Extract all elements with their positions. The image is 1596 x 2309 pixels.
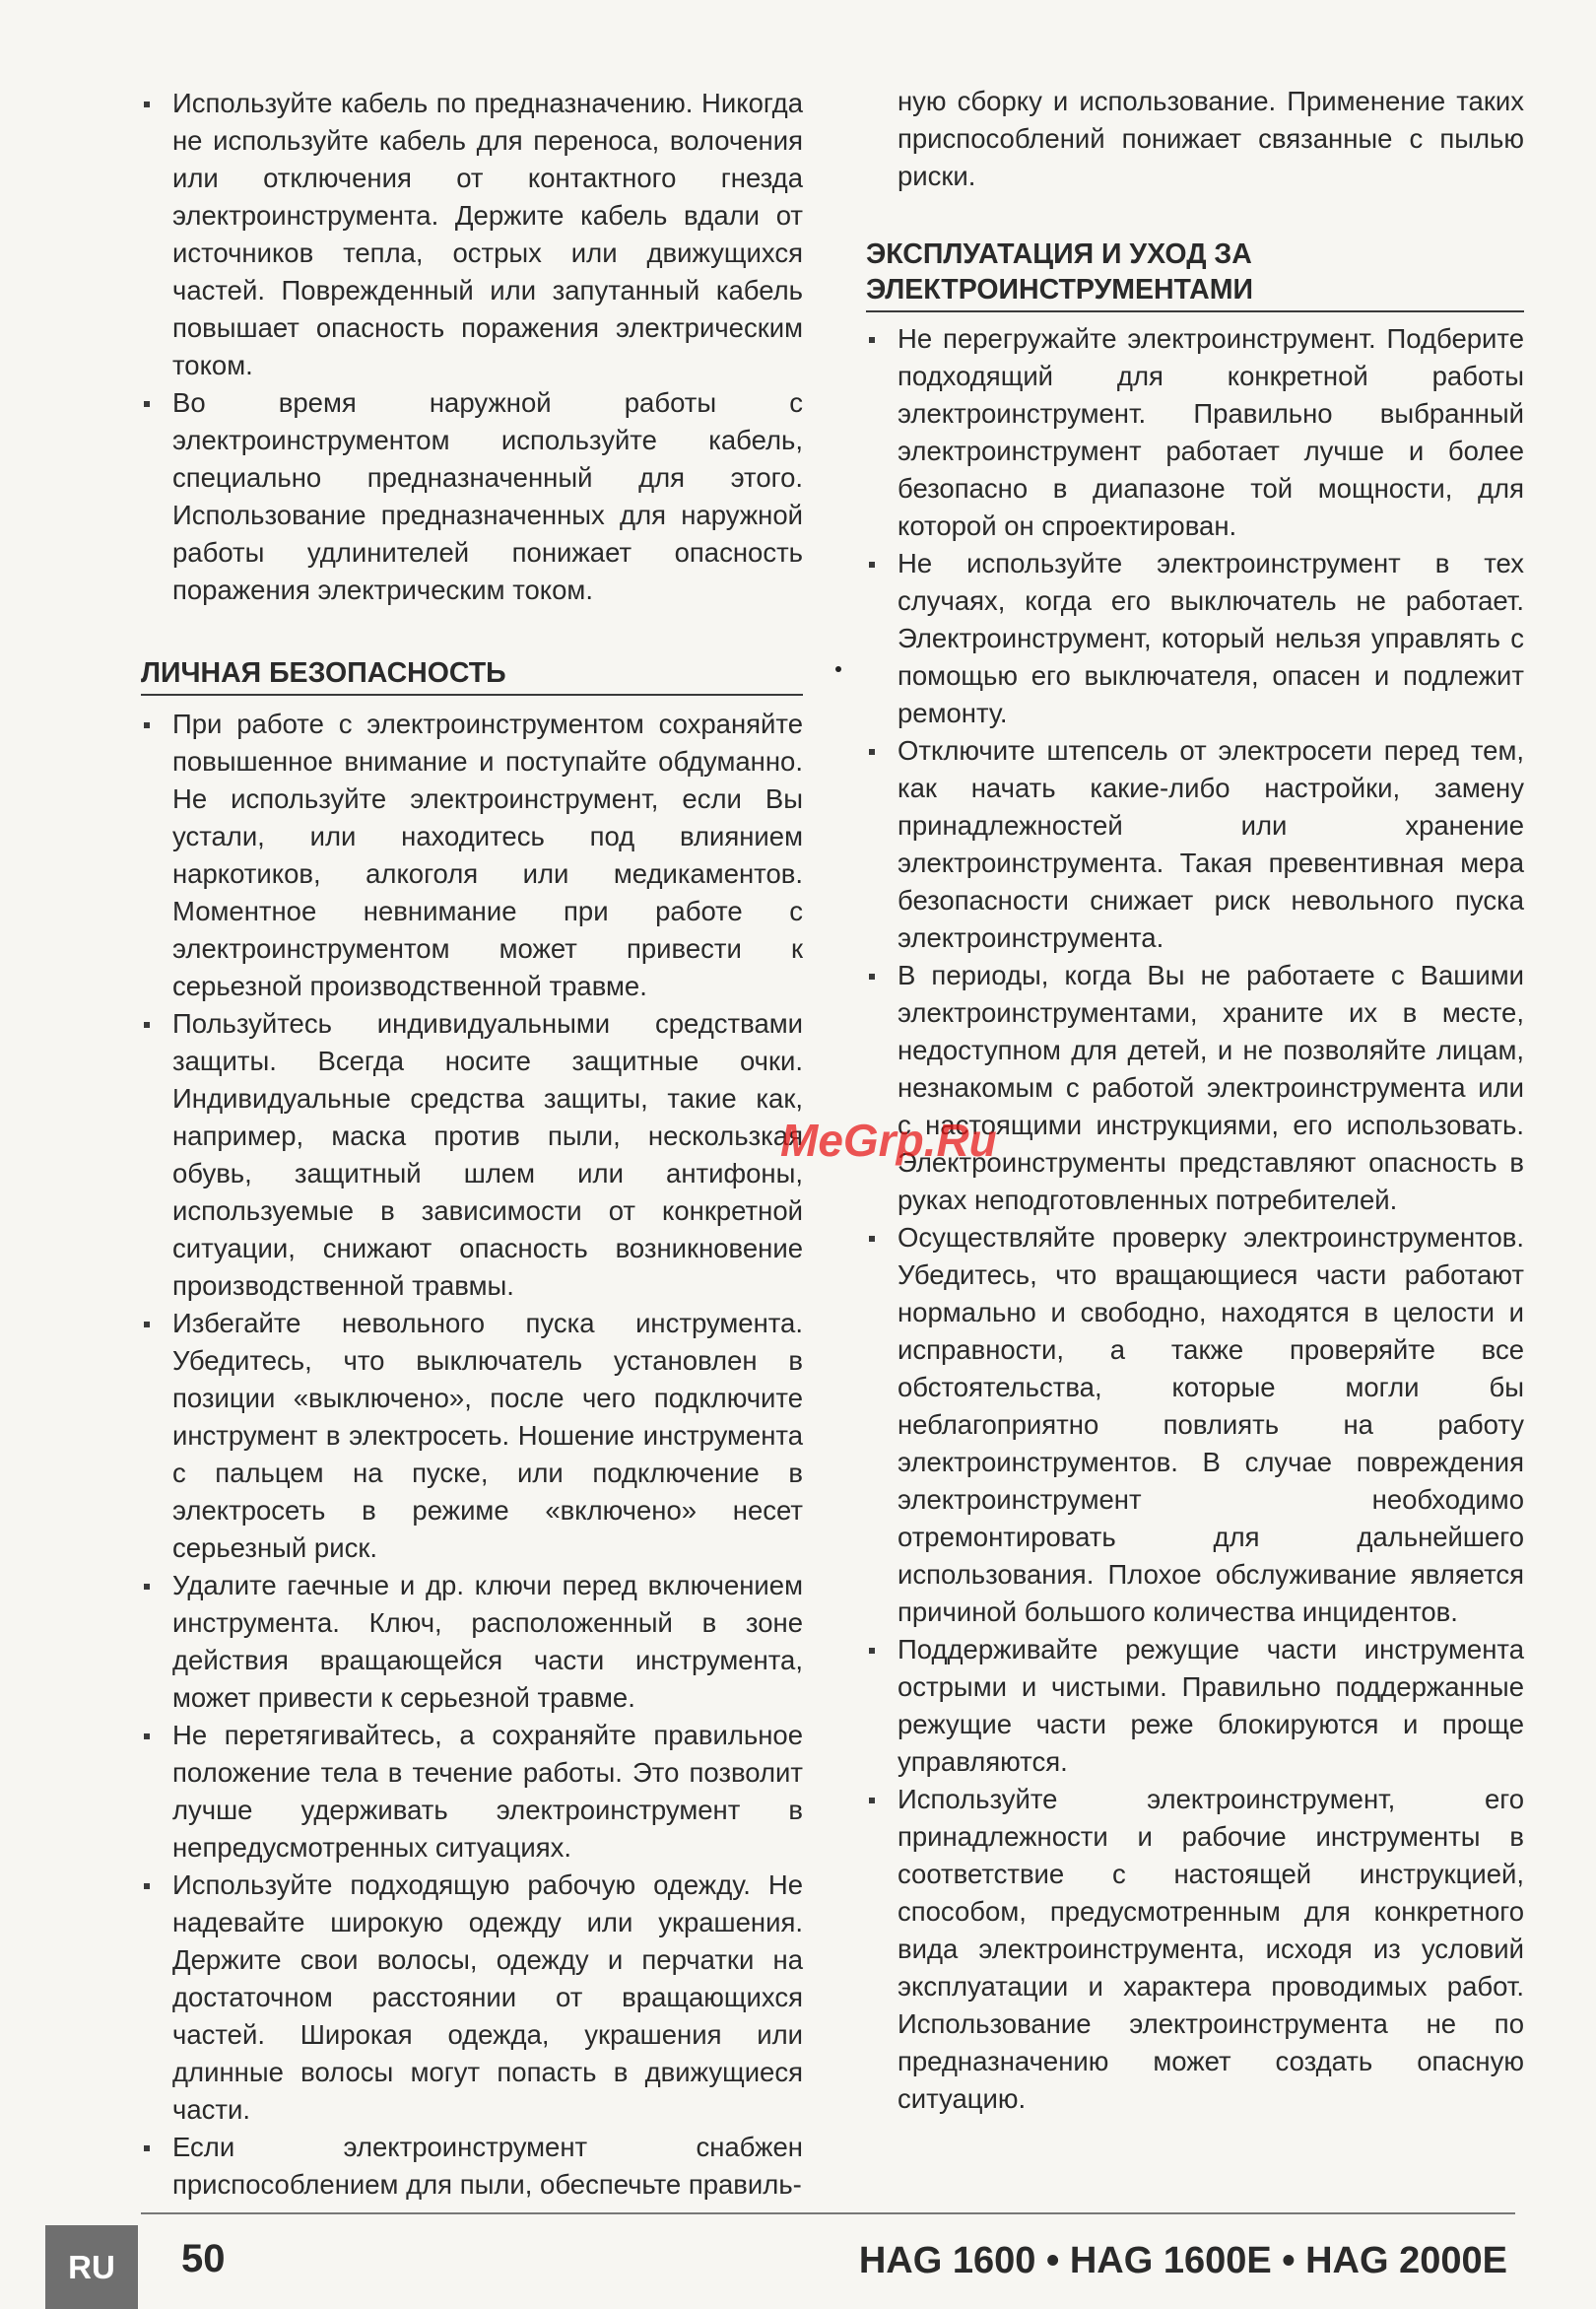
list-item: Не перетягивайтесь, а сохраняйте правильное положение тела в течение работы. Это позволит лучше удерживать электроинструмент в непредусмотренных ситуациях. <box>141 1717 803 1867</box>
scan-speck <box>835 666 841 672</box>
list-item: Отключите штепсель от электросети перед тем, как начать какие-либо настройки, замену принадлежностей или хранение электроинструмента. Такая превентивная мера безопасности снижает риск невольного пуска электроинструмента. <box>866 732 1524 957</box>
list-item: Используйте кабель по предназначению. Никогда не используйте кабель для переноса, волочения или отключения от контактного гнезда электроинструмента. Держите кабель вдали от источников тепла, острых или движущихся частей. Поврежденный или запутанный кабель повышает опасность поражения электрическим током. <box>141 85 803 384</box>
list-item: В периоды, когда Вы не работаете с Вашими электроинструментами, храните их в месте, недоступном для детей, и не позволяйте лицам, незнакомым с работой электроинструмента или с настоящими инструкциями, его использовать. Электроинструменты представляют опасность в руках неподготовленных потребителей. <box>866 957 1524 1219</box>
list-item: Используйте подходящую рабочую одежду. Не надевайте широкую одежду или украшения. Держите свои волосы, одежду и перчатки на достаточном расстоянии от вращающихся частей. Широкая одежда, украшения или длинные волосы могут попасть в движущиеся части. <box>141 1867 803 2129</box>
list-item: Осуществляйте проверку электроинструментов. Убедитесь, что вращающиеся части работают нормально и свободно, находятся в целости и исправности, а также проверяйте все обстоятельства, которые могли бы неблагоприятно повлиять на работу электроинструментов. В случае повреждения электроинструмент необходимо отремонтировать для дальнейшего использования. Плохое обслуживание является причиной большого количества инцидентов. <box>866 1219 1524 1631</box>
heading-line: ЭЛЕКТРОИНСТРУМЕНТАМИ <box>866 274 1253 306</box>
list-item: Не используйте электроинструмент в тех случаях, когда его выключатель не работает. Электроинструмент, который нельзя управлять с помощью его выключателя, опасен и подлежит ремонту. <box>866 545 1524 732</box>
heading-line: ЭКСПЛУАТАЦИЯ И УХОД ЗА <box>866 238 1252 270</box>
list-item: Пользуйтесь индивидуальными средствами защиты. Всегда носите защитные очки. Индивидуальные средства защиты, такие как, например, маска против пыли, нескользкая обувь, защитный шлем или антифоны, используемые в зависимости от конкретной ситуации, снижают опасность возникновение производственной травмы. <box>141 1005 803 1305</box>
list-item: При работе с электроинструментом сохраняйте повышенное внимание и поступайте обдуманно. Не используйте электроинструмент, если Вы устали, или находитесь под влиянием наркотиков, алкоголя или медикаментов. Моментное невнимание при работе с электроинструментом может привести к серьезной производственной травме. <box>141 706 803 1005</box>
footer-divider <box>141 2212 1515 2214</box>
watermark: MeGrp.Ru <box>780 1115 997 1166</box>
section-heading-operation-care <box>866 237 1524 312</box>
language-badge: RU <box>45 2225 138 2309</box>
list-item: Во время наружной работы с электроинструментом используйте кабель, специально предназначенный для этого. Использование предназначенных для наружной работы удлинителей понижает опасность поражения электрическим током. <box>141 384 803 609</box>
list-item: Используйте электроинструмент, его принадлежности и рабочие инструменты в соответствие с настоящей инструкцией, способом, предусмотренным для конкретного вида электроинструмента, исходя из условий эксплуатации и характера проводимых работ. Использование электроинструмента не по предназначению может создать опасную ситуацию. <box>866 1781 1524 2118</box>
list-item: Не перегружайте электроинструмент. Подберите подходящий для конкретной работы электроинструмент. Правильно выбранный электроинструмент работает лучше и более безопасно в диапазоне той мощности, для которой он спроектирован. <box>866 320 1524 545</box>
page-number: 50 <box>181 2237 226 2280</box>
list-item: Если электроинструмент снабжен приспособлением для пыли, обеспечьте правиль- <box>141 2129 803 2204</box>
list-item: Избегайте невольного пуска инструмента. Убедитесь, что выключатель установлен в позиции «выключено», после чего подключите инструмент в электросеть. Ношение инструмента с пальцем на пуске, или подключение в электросеть в режиме «включено» несет серьезный риск. <box>141 1305 803 1567</box>
model-names: HAG 1600 • HAG 1600E • HAG 2000E <box>858 2240 1507 2281</box>
section-heading-personal-safety: ЛИЧНАЯ БЕЗОПАСНОСТЬ <box>141 655 803 696</box>
list-item: Поддерживайте режущие части инструмента острыми и чистыми. Правильно поддержанные режущие части реже блокируются и проще управляются. <box>866 1631 1524 1781</box>
list-item: Удалите гаечные и др. ключи перед включением инструмента. Ключ, расположенный в зоне действия вращающейся части инструмента, может привести к серьезной травме. <box>141 1567 803 1717</box>
left-column <box>141 85 803 2204</box>
right-column <box>866 83 1524 2118</box>
continued-paragraph: ную сборку и использование. Применение таких приспособлений понижает связанные с пылью риски. <box>898 86 1524 191</box>
